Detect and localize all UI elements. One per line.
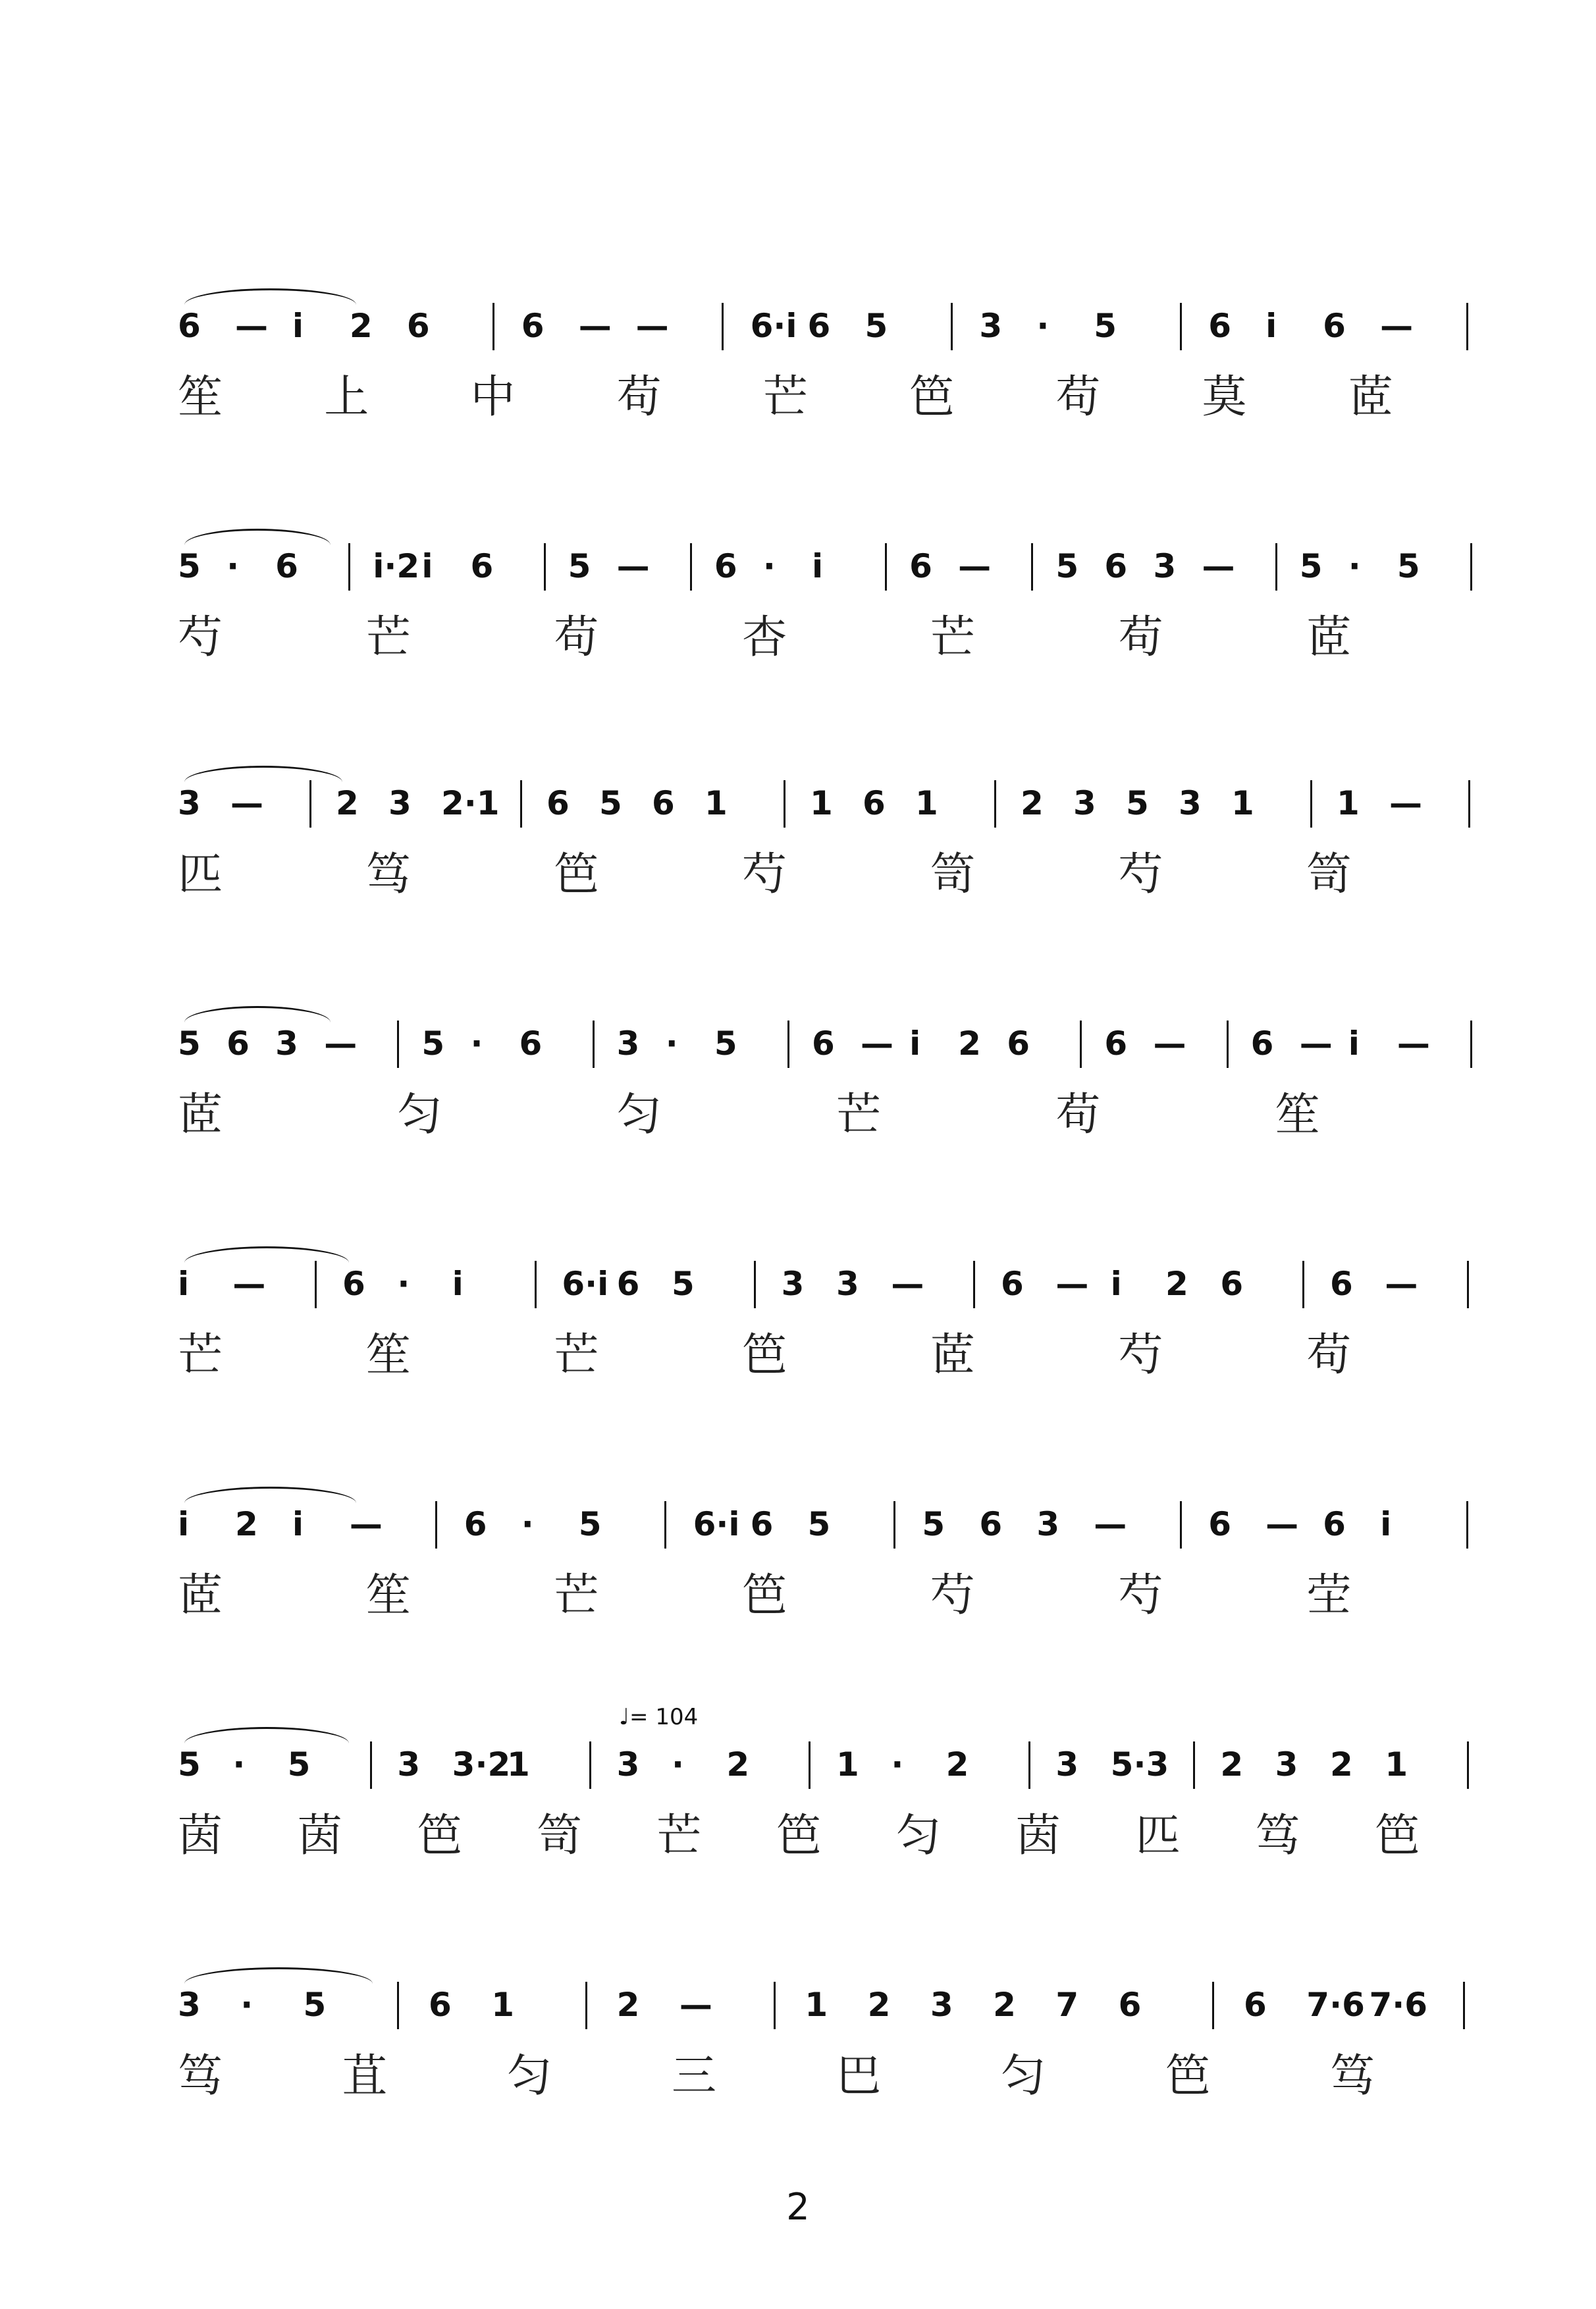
jianpu-note: 2 (1330, 1745, 1353, 1784)
jianzipu-character: 苟 (1118, 612, 1163, 664)
jianpu-note: 6 (1001, 1265, 1024, 1303)
jianzipu-character: 笃 (365, 849, 411, 901)
jianpu-note: 6 (616, 1265, 640, 1303)
jianpu-note: 6 (428, 1986, 452, 2024)
jianpu-note: 3 (836, 1265, 859, 1303)
jianpu-note: — (1202, 547, 1235, 585)
jianpu-note: i (178, 1505, 190, 1543)
jianpu-note: — (1396, 1024, 1430, 1063)
jianpu-note: 5 (714, 1024, 737, 1063)
jianpu-note: 3 (930, 1986, 953, 2024)
jianpu-note: — (1385, 1265, 1418, 1303)
jianzipu-character: 芍 (1118, 1329, 1163, 1381)
jianpu-note: i (1348, 1024, 1360, 1063)
page-number: 2 (786, 2186, 810, 2229)
barline (893, 1501, 895, 1549)
jianpu-note: — (324, 1024, 358, 1063)
jianpu-note: 1 (836, 1745, 859, 1784)
jianzipu-character: 莫 (1202, 371, 1247, 423)
barline (1302, 1261, 1304, 1308)
jianzipu-character: 茵 (178, 1810, 223, 1862)
jianpu-note: — (891, 1265, 924, 1303)
jianpu-note: 5 (1094, 307, 1117, 345)
barline (492, 303, 494, 350)
jianzipu-character: 苟 (554, 612, 599, 664)
jianpu-note: — (679, 1986, 712, 2024)
barline (589, 1741, 591, 1789)
barline (1463, 1982, 1465, 2029)
jianpu-note: — (958, 547, 992, 585)
jianpu-note: 6 (1330, 1265, 1353, 1303)
jianpu-note: 5·3 (1110, 1745, 1169, 1784)
jianpu-note: 1 (1231, 784, 1254, 822)
jianzipu-character: 笥 (930, 849, 975, 901)
jianpu-note: 5 (599, 784, 622, 822)
jianpu-note: 6 (750, 1505, 774, 1543)
jianpu-note: — (1055, 1265, 1089, 1303)
jianpu-note: 2 (1220, 1745, 1244, 1784)
jianpu-note: 6·i (693, 1505, 740, 1543)
barline (1310, 780, 1312, 828)
jianpu-note: 6 (519, 1024, 543, 1063)
jianpu-note: — (1380, 307, 1414, 345)
slur-mark (184, 1246, 349, 1263)
jianpu-note: 2 (945, 1745, 969, 1784)
jianpu-note: 7·6 (1306, 1986, 1365, 2024)
jianzipu-character: 杏 (742, 612, 787, 664)
jianzipu-character: 芍 (930, 1570, 975, 1622)
jianpu-note: · (397, 1265, 410, 1303)
barline (885, 543, 887, 591)
jianzipu-character: 笆 (1165, 2050, 1211, 2102)
jianpu-note: 5 (864, 307, 888, 345)
jianpu-note: 3 (1055, 1745, 1079, 1784)
jianpu-note: 6 (1007, 1024, 1030, 1063)
jianpu-note: 3·2 (452, 1745, 511, 1784)
jianpu-note: 6 (714, 547, 737, 585)
barline (535, 1261, 537, 1308)
jianzipu-character: 笆 (909, 371, 955, 423)
jianpu-note: 6 (470, 547, 494, 585)
jianzipu-character: 茝 (930, 1329, 975, 1381)
jianpu-note: — (232, 1265, 266, 1303)
tempo-mark: ♩= 104 (619, 1704, 699, 1730)
jianpu-note: 6 (1323, 307, 1346, 345)
jianpu-note: · (762, 547, 776, 585)
jianpu-note: 6 (1323, 1505, 1346, 1543)
barline (787, 1021, 789, 1068)
jianpu-note: · (1036, 307, 1050, 345)
barline (1467, 1741, 1469, 1789)
jianzipu-character: 芒 (930, 612, 975, 664)
jianpu-note: 6 (1104, 1024, 1128, 1063)
jianpu-note: 6 (464, 1505, 487, 1543)
barline (1193, 1741, 1195, 1789)
jianpu-note: 5 (1299, 547, 1323, 585)
jianzipu-character: 三 (672, 2050, 717, 2102)
jianzipu-character: 芍 (1118, 849, 1163, 901)
jianpu-note: 1 (705, 784, 728, 822)
slur-mark (184, 529, 331, 545)
barline (1080, 1021, 1082, 1068)
jianzipu-character: 匀 (1001, 2050, 1046, 2102)
jianzipu-character: 笙 (1275, 1089, 1320, 1141)
jianzipu-character: 笙 (365, 1329, 411, 1381)
jianpu-note: — (349, 1505, 383, 1543)
jianpu-note: 5 (178, 1745, 201, 1784)
barline (1180, 1501, 1182, 1549)
jianzipu-character: 笃 (178, 2050, 223, 2102)
jianpu-note: 5 (578, 1505, 602, 1543)
jianpu-note: 5 (178, 547, 201, 585)
jianpu-note: 3 (1275, 1745, 1298, 1784)
jianzipu-character: 匀 (895, 1810, 941, 1862)
jianzipu-character: 茝 (178, 1089, 223, 1141)
jianpu-note: 6 (811, 1024, 835, 1063)
jianpu-note: 3 (781, 1265, 805, 1303)
jianpu-note: 2 (867, 1986, 891, 2024)
jianpu-note: 5 (672, 1265, 695, 1303)
jianpu-note: 7 (1055, 1986, 1079, 2024)
barline (774, 1982, 776, 2029)
jianzipu-character: 匀 (616, 1089, 662, 1141)
barline (1470, 543, 1472, 591)
slur-mark (184, 1727, 349, 1743)
jianpu-note: · (470, 1024, 483, 1063)
jianzipu-character: 笥 (537, 1810, 582, 1862)
jianpu-note: 6 (406, 307, 430, 345)
barline (951, 303, 953, 350)
slur-mark (184, 766, 342, 782)
jianpu-note: 3 (1036, 1505, 1060, 1543)
jianpu-note: i (1110, 1265, 1122, 1303)
jianzipu-character: 上 (324, 371, 369, 423)
barline (520, 780, 522, 828)
jianpu-note: · (521, 1505, 534, 1543)
jianpu-note: — (1299, 1024, 1333, 1063)
jianpu-note: 2·1 (441, 784, 500, 822)
jianpu-note: 5 (1396, 547, 1420, 585)
jianzipu-character: 笆 (417, 1810, 462, 1862)
jianpu-note: 6 (178, 307, 201, 345)
jianpu-note: 3 (616, 1745, 640, 1784)
jianzipu-character: 芒 (365, 612, 411, 664)
jianpu-note: 7·6 (1369, 1986, 1428, 2024)
jianpu-note: i (1380, 1505, 1392, 1543)
jianpu-note: 6 (1104, 547, 1128, 585)
jianpu-note: 1 (491, 1986, 514, 2024)
barline (397, 1982, 399, 2029)
barline (1470, 1021, 1472, 1068)
jianpu-note: 5 (807, 1505, 831, 1543)
barline (1028, 1741, 1030, 1789)
barline (1275, 543, 1277, 591)
jianpu-note: 2 (349, 307, 373, 345)
barline (1467, 1261, 1469, 1308)
barline (1180, 303, 1182, 350)
jianpu-note: · (672, 1745, 684, 1784)
barline (1466, 1501, 1468, 1549)
jianpu-note: · (240, 1986, 253, 2024)
jianzipu-character: 茝 (178, 1570, 223, 1622)
jianzipu-character: 苟 (1306, 1329, 1352, 1381)
jianpu-note: — (1265, 1505, 1299, 1543)
jianpu-note: 5 (303, 1986, 327, 2024)
jianpu-note: i (292, 307, 304, 345)
jianpu-note: 2 (993, 1986, 1016, 2024)
jianzipu-character: 笙 (365, 1570, 411, 1622)
barline (370, 1741, 372, 1789)
jianpu-note: 3 (1153, 547, 1177, 585)
jianpu-note: 3 (388, 784, 412, 822)
jianzipu-character: 中 (470, 371, 516, 423)
jianpu-note: 2 (726, 1745, 750, 1784)
jianpu-note: 6 (342, 1265, 365, 1303)
jianpu-note: 6 (521, 307, 545, 345)
barline (1466, 303, 1468, 350)
jianpu-note: 5 (421, 1024, 445, 1063)
jianpu-note: — (234, 307, 268, 345)
barline (722, 303, 724, 350)
jianzipu-character: 芒 (836, 1089, 882, 1141)
jianpu-note: 5 (287, 1745, 311, 1784)
jianpu-note: 2 (1165, 1265, 1188, 1303)
barline (1212, 1982, 1214, 2029)
jianpu-note: 6 (1208, 307, 1231, 345)
jianpu-note: 6 (1208, 1505, 1231, 1543)
jianpu-note: 6 (1250, 1024, 1274, 1063)
jianzipu-character: 笆 (742, 1570, 787, 1622)
barline (690, 543, 692, 591)
jianpu-note: — (616, 547, 650, 585)
barline (348, 543, 350, 591)
barline (973, 1261, 975, 1308)
jianzipu-character: 笆 (1375, 1810, 1420, 1862)
jianpu-note: · (891, 1745, 904, 1784)
jianpu-note: — (635, 307, 669, 345)
jianzipu-character: 芒 (554, 1329, 599, 1381)
barline (585, 1982, 587, 2029)
jianzipu-character: 匹 (178, 849, 223, 901)
jianpu-note: 6 (226, 1024, 250, 1063)
barline (1031, 543, 1033, 591)
jianpu-note: 6 (1244, 1986, 1267, 2024)
jianpu-note: 5 (1055, 547, 1079, 585)
barline (1468, 780, 1470, 828)
jianpu-note: 2 (616, 1986, 640, 2024)
jianzipu-character: 茵 (1015, 1810, 1061, 1862)
jianpu-note: 3 (397, 1745, 421, 1784)
jianzipu-character: 匀 (397, 1089, 442, 1141)
jianpu-note: · (665, 1024, 678, 1063)
barline (435, 1501, 437, 1549)
barline (593, 1021, 595, 1068)
jianpu-note: 5 (1126, 784, 1149, 822)
barline (754, 1261, 756, 1308)
jianzipu-character: 苴 (342, 2050, 388, 2102)
jianpu-note: i·2 (373, 547, 420, 585)
jianpu-note: 3 (178, 1986, 201, 2024)
jianpu-note: i (1265, 307, 1277, 345)
jianpu-note: · (232, 1745, 246, 1784)
jianpu-note: — (1094, 1505, 1127, 1543)
jianpu-note: 6 (1118, 1986, 1142, 2024)
jianzipu-character: 茔 (1306, 1570, 1352, 1622)
jianpu-note: 3 (616, 1024, 640, 1063)
slur-mark (184, 288, 356, 305)
jianzipu-character: 笥 (1306, 849, 1352, 901)
jianzipu-character: 匀 (507, 2050, 552, 2102)
jianpu-note: 3 (1179, 784, 1202, 822)
jianpu-note: 1 (1385, 1745, 1408, 1784)
jianpu-note: 6 (546, 784, 570, 822)
jianzipu-character: 苟 (1055, 1089, 1101, 1141)
jianzipu-character: 芍 (1118, 1570, 1163, 1622)
jianpu-note: 2 (336, 784, 359, 822)
jianpu-note: — (1389, 784, 1422, 822)
jianzipu-character: 苟 (616, 371, 662, 423)
jianpu-note: i (292, 1505, 304, 1543)
jianpu-note: 2 (958, 1024, 981, 1063)
slur-mark (184, 1487, 356, 1503)
jianzipu-character: 匹 (1135, 1810, 1181, 1862)
barline (664, 1501, 666, 1549)
jianpu-note: 5 (568, 547, 591, 585)
jianpu-note: 1 (805, 1986, 828, 2024)
jianpu-note: 2 (1021, 784, 1044, 822)
jianpu-note: 6·i (750, 307, 797, 345)
jianzipu-character: 芒 (554, 1570, 599, 1622)
jianzipu-character: 茝 (1348, 371, 1393, 423)
jianzipu-character: 芍 (178, 612, 223, 664)
jianzipu-character: 芒 (178, 1329, 223, 1381)
jianpu-note: · (1348, 547, 1361, 585)
jianzipu-character: 笆 (776, 1810, 822, 1862)
jianpu-note: 6 (275, 547, 298, 585)
jianpu-note: 6·i (562, 1265, 609, 1303)
jianzipu-character: 芒 (656, 1810, 702, 1862)
barline (784, 780, 785, 828)
jianzipu-character: 笆 (554, 849, 599, 901)
jianzipu-character: 巴 (836, 2050, 882, 2102)
jianpu-note: 1 (507, 1745, 530, 1784)
slur-mark (184, 1967, 373, 1984)
slur-mark (184, 1006, 331, 1022)
barline (809, 1741, 811, 1789)
jianzipu-character: 茝 (1306, 612, 1352, 664)
jianpu-note: i (909, 1024, 921, 1063)
jianpu-note: 1 (810, 784, 833, 822)
barline (397, 1021, 399, 1068)
jianzipu-character: 笃 (1330, 2050, 1375, 2102)
jianpu-note: 6 (1220, 1265, 1244, 1303)
jianpu-note: 6 (652, 784, 675, 822)
jianzipu-character: 芒 (762, 371, 808, 423)
jianpu-note: — (861, 1024, 894, 1063)
jianpu-note: 5 (178, 1024, 201, 1063)
jianpu-note: · (226, 547, 240, 585)
jianpu-note: 6 (909, 547, 932, 585)
jianzipu-character: 笆 (742, 1329, 787, 1381)
jianpu-note: 6 (863, 784, 886, 822)
barline (1227, 1021, 1229, 1068)
jianpu-note: 2 (234, 1505, 258, 1543)
barline (994, 780, 996, 828)
jianpu-note: — (578, 307, 612, 345)
jianpu-note: — (230, 784, 263, 822)
jianpu-note: i (178, 1265, 190, 1303)
jianzipu-character: 笃 (1255, 1810, 1300, 1862)
jianzipu-character: 笙 (178, 371, 223, 423)
jianpu-note: 3 (1073, 784, 1096, 822)
jianpu-note: 3 (979, 307, 1003, 345)
jianpu-note: 6 (979, 1505, 1003, 1543)
jianpu-note: 3 (275, 1024, 298, 1063)
jianpu-note: i (452, 1265, 464, 1303)
jianpu-note: 6 (807, 307, 831, 345)
jianzipu-character: 苟 (1055, 371, 1101, 423)
jianpu-note: 1 (1337, 784, 1360, 822)
barline (309, 780, 311, 828)
jianpu-note: 5 (922, 1505, 945, 1543)
jianzipu-character: 茵 (297, 1810, 342, 1862)
jianzipu-character: 芍 (742, 849, 787, 901)
jianpu-note: 3 (178, 784, 201, 822)
jianpu-note: i (421, 547, 433, 585)
jianpu-note: 1 (915, 784, 938, 822)
barline (315, 1261, 317, 1308)
jianpu-note: — (1153, 1024, 1186, 1063)
barline (544, 543, 546, 591)
jianpu-note: i (811, 547, 824, 585)
